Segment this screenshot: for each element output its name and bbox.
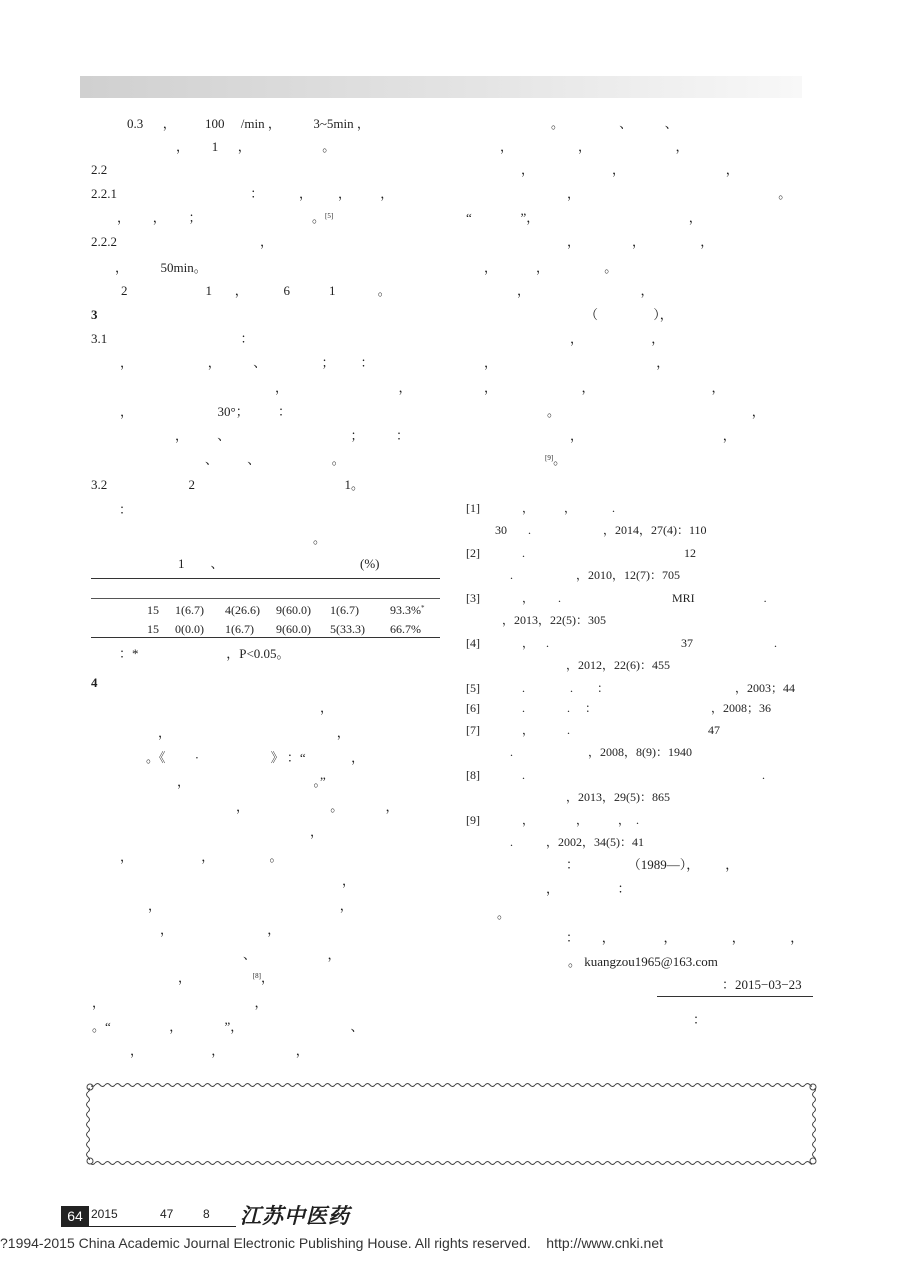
body-line: ， 。 ，	[236, 799, 399, 814]
author-line: ： ， ， ， ，	[566, 930, 804, 945]
reference-line: [6] . . ： ，2008；36	[466, 701, 771, 715]
body-line: 2.2	[91, 162, 108, 177]
body-line: 3	[91, 307, 98, 322]
body-line: ， 50min。	[115, 260, 207, 275]
reference-line: [4] ， . 37 .	[466, 636, 777, 650]
body-line: ， 。	[567, 186, 792, 201]
table-cell: 9(60.0)	[276, 622, 311, 636]
table-cell: 1(6.7)	[175, 603, 204, 617]
body-line: ， ，	[484, 355, 670, 370]
body-line: 0.3 ， 100 /min ， 3~5min ，	[127, 116, 370, 131]
table-top-rule	[91, 578, 440, 579]
body-line: ， ，	[517, 283, 654, 298]
journal-name-logo: 江苏中医药	[240, 1203, 350, 1228]
reference-line: [7] ， . 47	[466, 723, 720, 737]
table-cell: 15	[147, 622, 159, 636]
body-line: ， ， ，	[521, 162, 739, 177]
header-band	[80, 76, 802, 98]
body-line: ， ，	[275, 380, 412, 395]
copyright-line: ?1994-2015 China Academic Journal Electronic Publishing House. All rights reserved. http://www.cnki.net	[0, 1235, 664, 1251]
body-line: 2.2.2 ，	[91, 234, 274, 249]
table-bottom-rule	[91, 637, 440, 638]
body-line: ， ，	[158, 725, 350, 740]
body-line: ， ， 。	[120, 849, 283, 864]
reference-line: ，2012，22(6)：455	[566, 658, 670, 672]
table-cell: 15	[147, 603, 159, 617]
author-line: ： （1989—）， ，	[566, 857, 739, 872]
table-mid-rule	[91, 598, 440, 599]
body-line: ， 30°； ：	[120, 404, 291, 419]
body-line: ， ，	[570, 428, 736, 443]
received-date-rule	[657, 996, 813, 997]
body-line: ， ，	[160, 922, 281, 937]
body-line: ， 。”	[177, 774, 326, 789]
reference-line: 30 . ，2014，27(4)：110	[495, 523, 707, 537]
table-cell: 1(6.7)	[225, 622, 254, 636]
table-title: 1 、 (%)	[178, 556, 380, 571]
footer-rule	[89, 1226, 236, 1227]
body-line: ， ， ，	[484, 380, 725, 395]
author-line: ：	[693, 1012, 707, 1027]
reference-line: [8] . .	[466, 768, 765, 782]
table-cell: 66.7%	[390, 622, 421, 636]
body-line: ，	[320, 700, 334, 715]
reference-line: ，2013，29(5)：865	[566, 790, 670, 804]
body-line: 。《 · 》 ：“ ，	[146, 750, 365, 765]
reference-line: [9] ， ， ， .	[466, 813, 639, 827]
body-line: 。 、 、	[551, 116, 678, 131]
body-line: ， ， 。	[484, 260, 618, 275]
table-cell: 1(6.7)	[330, 603, 359, 617]
body-line: 2 1 ， 6 1 。	[121, 283, 391, 298]
body-line: ， ， ，	[567, 234, 714, 249]
author-line: 。	[497, 906, 511, 921]
footer-volume: 47	[160, 1207, 174, 1221]
page-number: 64	[61, 1206, 89, 1227]
table-note: ：* ，P<0.05。	[119, 646, 290, 661]
reference-line: [2] . 12	[466, 546, 696, 560]
reference-line: [1] ， ， .	[466, 501, 615, 515]
reference-line: [5] . . ： ，2003；44	[466, 681, 795, 695]
author-line: ， ：	[546, 881, 631, 896]
body-line: 。	[313, 531, 327, 546]
table-cell: 93.3%*	[390, 603, 425, 617]
body-line: ， ，	[570, 331, 665, 346]
reference-line: . ，2002，34(5)：41	[510, 835, 644, 849]
body-line: ：	[119, 502, 133, 517]
body-line: 3.1 ：	[91, 331, 254, 346]
body-line: 、 ，	[243, 947, 341, 962]
body-line: 。 ，	[547, 404, 765, 419]
body-line: ， ，	[148, 898, 353, 913]
body-line: ，	[310, 824, 324, 839]
body-line: ， 1 ， 。	[176, 139, 336, 154]
reference-line: ，2013，22(5)：305	[502, 613, 606, 627]
body-line: 、 、 。	[205, 452, 345, 467]
table-cell: 0(0.0)	[175, 622, 204, 636]
footer-issue: 8	[203, 1207, 210, 1221]
ornamental-frame	[85, 1082, 818, 1166]
table-cell: 5(33.3)	[330, 622, 365, 636]
body-line: ， ， ； 。[5]	[117, 210, 334, 225]
body-line: ， 、 ； ：	[175, 428, 410, 443]
body-line: 2.2.1 ： ， ， ，	[91, 186, 394, 201]
body-line: （ ），	[585, 307, 673, 322]
table-cell: 9(60.0)	[276, 603, 311, 617]
author-line: ：2015−03−23	[722, 977, 802, 992]
body-line: ， ， ，	[500, 139, 689, 154]
body-line: 。“ ， ”， 、	[92, 1019, 364, 1034]
reference-line: [3] ， . MRI .	[466, 591, 767, 605]
table-cell: 4(26.6)	[225, 603, 260, 617]
body-line: 4	[91, 675, 98, 690]
body-line: ， ， ，	[130, 1043, 309, 1058]
body-line: ， [8]，	[178, 970, 274, 985]
reference-line: . ，2008，8(9)：1940	[510, 745, 692, 759]
body-line: ， ， 、 ； ：	[120, 355, 374, 370]
footer-year: 2015	[91, 1207, 118, 1221]
reference-line: . ，2010，12(7)：705	[510, 568, 680, 582]
body-line: ，	[342, 873, 356, 888]
body-line: ， ，	[92, 995, 268, 1010]
author-line: 。 kuangzou1965@163.com	[568, 954, 718, 969]
body-line: 3.2 2 1。	[91, 477, 364, 492]
body-line: “ ”， ，	[466, 210, 702, 225]
body-line: [9]。	[545, 452, 567, 467]
